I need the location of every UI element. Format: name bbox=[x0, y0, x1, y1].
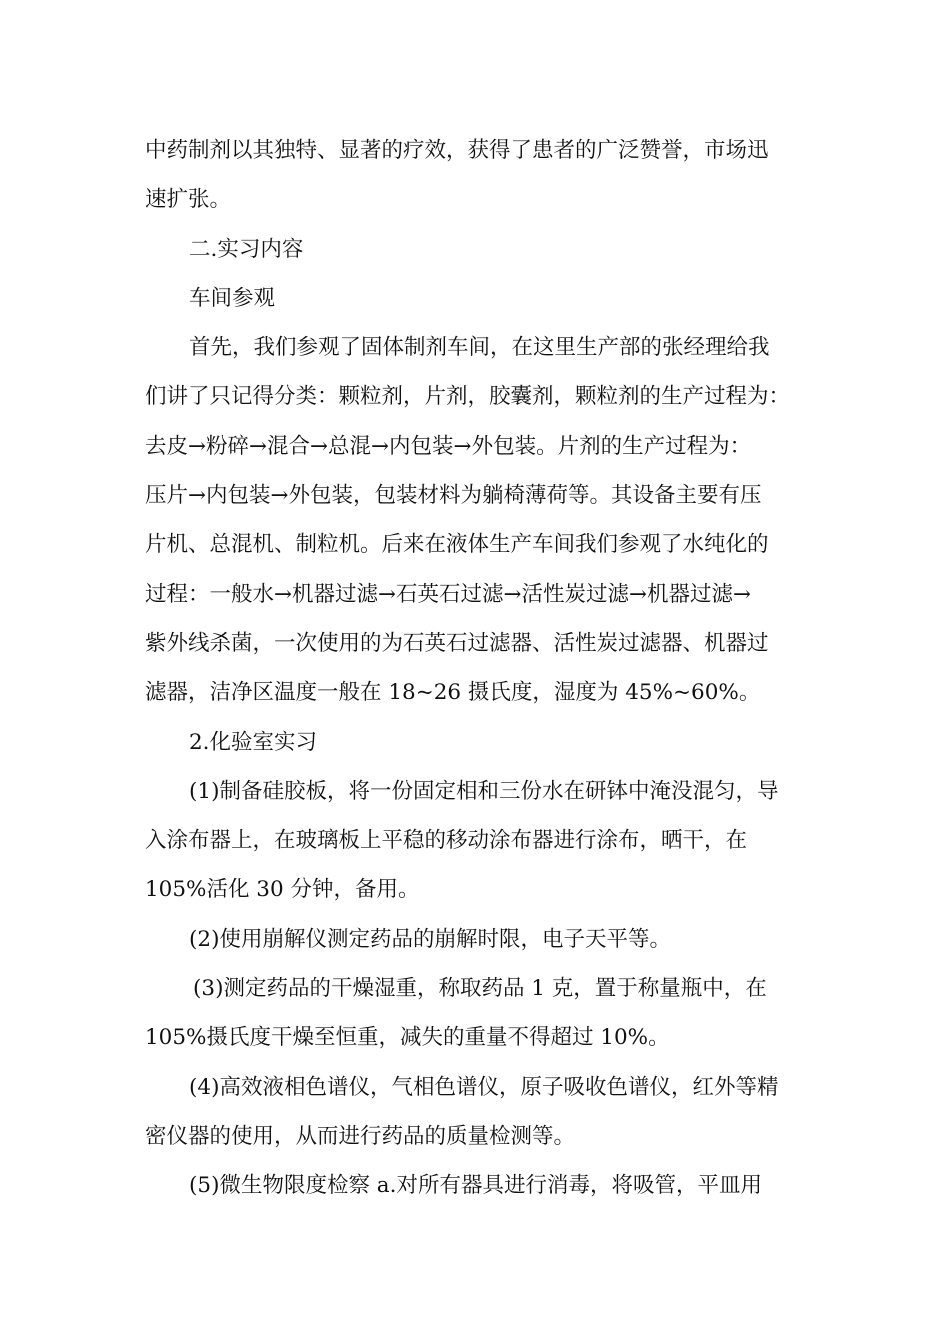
body-line: 紫外线杀菌，一次使用的为石英石过滤器、活性炭过滤器、机器过 bbox=[145, 630, 769, 656]
document-body bbox=[145, 126, 809, 1211]
list-item-3: (3)测定药品的干燥湿重，称取药品 1 克，置于称量瓶中，在 bbox=[193, 976, 767, 1002]
body-line: 压片→内包装→外包装，包装材料为躺椅薄荷等。其设备主要有压 bbox=[145, 483, 762, 509]
body-line: 滤器，洁净区温度一般在 18~26 摄氏度，湿度为 45%~60%。 bbox=[145, 680, 761, 706]
body-line: 们讲了只记得分类：颗粒剂，片剂，胶囊剂，颗粒剂的生产过程为： bbox=[145, 384, 791, 410]
section-heading: 二.实习内容 bbox=[189, 236, 304, 262]
body-line: 过程：一般水→机器过滤→石英石过滤→活性炭过滤→机器过滤→ bbox=[145, 581, 752, 607]
body-line: 中药制剂以其独特、显著的疗效，获得了患者的广泛赞誉，市场迅 bbox=[145, 138, 769, 163]
body-line: 密仪器的使用，从而进行药品的质量检测等。 bbox=[145, 1123, 576, 1149]
subsection-heading: 车间参观 bbox=[189, 285, 276, 311]
list-item-5: (5)微生物限度检察 a.对所有器具进行消毒，将吸管，平皿用 bbox=[189, 1173, 762, 1199]
body-line: 105%活化 30 分钟，备用。 bbox=[145, 877, 420, 903]
body-line: 105%摄氏度干燥至恒重，减失的重量不得超过 10%。 bbox=[145, 1025, 670, 1051]
body-line: 去皮→粉碎→混合→总混→内包装→外包装。片剂的生产过程为： bbox=[145, 433, 752, 459]
section-heading: 2.化验室实习 bbox=[189, 729, 318, 755]
list-item-4: (4)高效液相色谱仪，气相色谱仪，原子吸收色谱仪，红外等精 bbox=[189, 1074, 779, 1100]
body-line: 速扩张。 bbox=[145, 187, 232, 213]
list-item-1: (1)制备硅胶板，将一份固定相和三份水在研钵中淹没混匀，导 bbox=[189, 778, 779, 804]
body-line: 入涂布器上，在玻璃板上平稳的移动涂布器进行涂布，晒干，在 bbox=[145, 828, 748, 854]
list-item-2: (2)使用崩解仪测定药品的崩解时限，电子天平等。 bbox=[189, 926, 671, 952]
body-line: 首先，我们参观了固体制剂车间，在这里生产部的张经理给我 bbox=[189, 335, 770, 361]
body-line: 片机、总混机、制粒机。后来在液体生产车间我们参观了水纯化的 bbox=[145, 532, 769, 558]
